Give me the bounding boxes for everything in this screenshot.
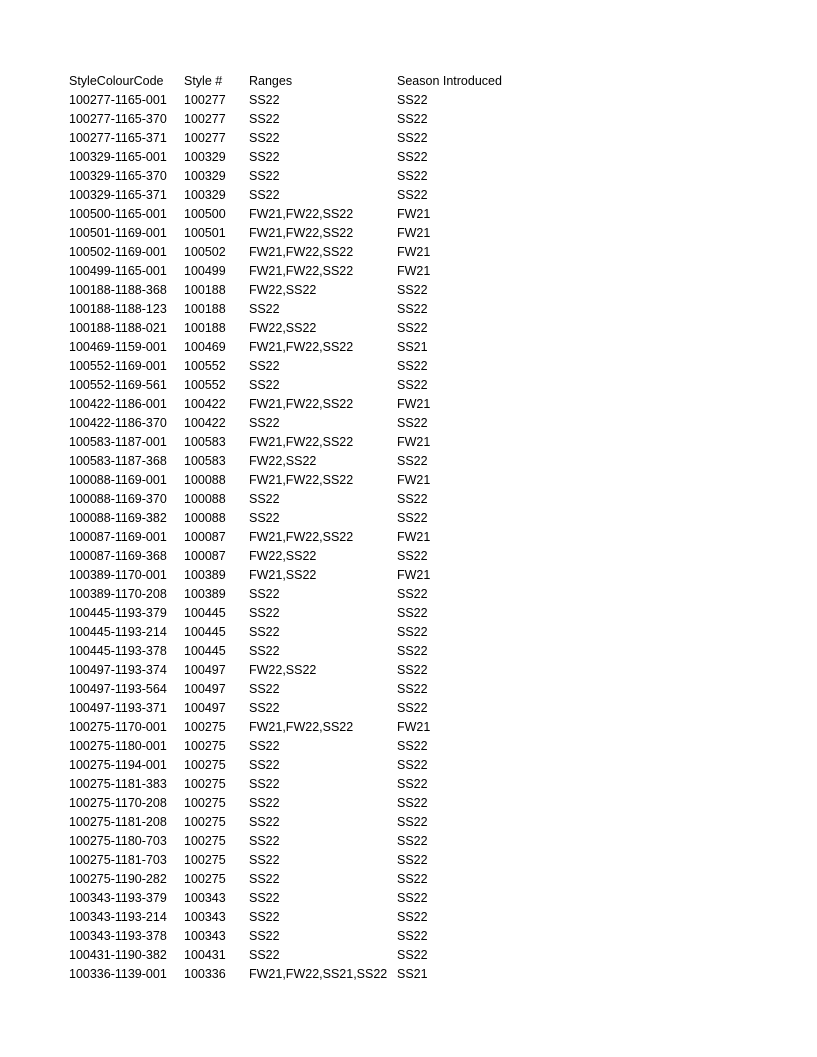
cell-season-introduced: FW21 xyxy=(397,568,431,582)
cell-season-introduced: SS22 xyxy=(397,644,428,658)
cell-ranges: SS22 xyxy=(249,758,280,772)
cell-season-introduced: FW21 xyxy=(397,264,431,278)
cell-style-number: 100329 xyxy=(184,169,226,183)
cell-style-colour-code: 100422-1186-001 xyxy=(69,397,167,411)
cell-ranges: SS22 xyxy=(249,359,280,373)
cell-style-colour-code: 100389-1170-001 xyxy=(69,568,167,582)
cell-style-number: 100583 xyxy=(184,454,226,468)
cell-season-introduced: SS22 xyxy=(397,150,428,164)
cell-season-introduced: FW21 xyxy=(397,530,431,544)
table-row xyxy=(69,851,537,870)
cell-style-number: 100497 xyxy=(184,701,226,715)
cell-style-number: 100275 xyxy=(184,796,226,810)
table-row xyxy=(69,490,537,509)
cell-ranges: SS22 xyxy=(249,948,280,962)
cell-season-introduced: SS22 xyxy=(397,378,428,392)
cell-style-colour-code: 100552-1169-561 xyxy=(69,378,167,392)
cell-style-colour-code: 100501-1169-001 xyxy=(69,226,167,240)
cell-style-number: 100499 xyxy=(184,264,226,278)
table-row xyxy=(69,148,537,167)
cell-style-colour-code: 100275-1170-001 xyxy=(69,720,167,734)
table-row xyxy=(69,91,537,110)
cell-style-colour-code: 100188-1188-368 xyxy=(69,283,167,297)
cell-season-introduced: SS22 xyxy=(397,929,428,943)
table-body xyxy=(69,91,537,984)
cell-ranges: SS22 xyxy=(249,891,280,905)
cell-season-introduced: SS22 xyxy=(397,359,428,373)
cell-style-colour-code: 100445-1193-378 xyxy=(69,644,167,658)
table-row xyxy=(69,528,537,547)
cell-season-introduced: SS22 xyxy=(397,606,428,620)
cell-ranges: SS22 xyxy=(249,815,280,829)
cell-style-number: 100188 xyxy=(184,283,226,297)
cell-style-colour-code: 100336-1139-001 xyxy=(69,967,167,981)
header-season-introduced: Season Introduced xyxy=(397,74,502,88)
table-row xyxy=(69,699,537,718)
cell-style-colour-code: 100329-1165-001 xyxy=(69,150,167,164)
cell-style-colour-code: 100088-1169-370 xyxy=(69,492,167,506)
cell-ranges: SS22 xyxy=(249,302,280,316)
cell-style-number: 100277 xyxy=(184,112,226,126)
table-row xyxy=(69,281,537,300)
cell-season-introduced: SS22 xyxy=(397,625,428,639)
cell-style-number: 100343 xyxy=(184,910,226,924)
table-row xyxy=(69,376,537,395)
cell-style-colour-code: 100277-1165-371 xyxy=(69,131,167,145)
cell-style-number: 100275 xyxy=(184,758,226,772)
cell-style-colour-code: 100500-1165-001 xyxy=(69,207,167,221)
cell-style-number: 100275 xyxy=(184,834,226,848)
cell-ranges: FW21,FW22,SS22 xyxy=(249,340,354,354)
cell-ranges: FW22,SS22 xyxy=(249,549,317,563)
table-row xyxy=(69,775,537,794)
cell-ranges: SS22 xyxy=(249,188,280,202)
cell-ranges: FW21,FW22,SS21,SS22 xyxy=(249,967,388,981)
cell-ranges: SS22 xyxy=(249,378,280,392)
cell-season-introduced: SS21 xyxy=(397,967,428,981)
header-style-colour-code: StyleColourCode xyxy=(69,74,164,88)
cell-season-introduced: SS22 xyxy=(397,739,428,753)
table-row xyxy=(69,262,537,281)
table-row xyxy=(69,661,537,680)
cell-style-number: 100277 xyxy=(184,131,226,145)
table-row xyxy=(69,167,537,186)
cell-ranges: SS22 xyxy=(249,606,280,620)
header-style-number: Style # xyxy=(184,74,223,88)
cell-style-colour-code: 100275-1180-001 xyxy=(69,739,167,753)
table-row xyxy=(69,870,537,889)
cell-style-colour-code: 100275-1170-208 xyxy=(69,796,167,810)
table-row xyxy=(69,680,537,699)
cell-ranges: FW21,FW22,SS22 xyxy=(249,245,354,259)
table-row xyxy=(69,357,537,376)
cell-style-colour-code: 100088-1169-382 xyxy=(69,511,167,525)
cell-ranges: SS22 xyxy=(249,834,280,848)
cell-style-colour-code: 100188-1188-021 xyxy=(69,321,167,335)
cell-season-introduced: SS22 xyxy=(397,948,428,962)
table-row xyxy=(69,813,537,832)
cell-style-colour-code: 100087-1169-001 xyxy=(69,530,167,544)
cell-ranges: FW21,SS22 xyxy=(249,568,317,582)
table-row xyxy=(69,794,537,813)
cell-ranges: FW22,SS22 xyxy=(249,663,317,677)
cell-ranges: SS22 xyxy=(249,416,280,430)
cell-style-number: 100497 xyxy=(184,663,226,677)
cell-ranges: SS22 xyxy=(249,511,280,525)
cell-style-colour-code: 100277-1165-001 xyxy=(69,93,167,107)
cell-ranges: FW21,FW22,SS22 xyxy=(249,207,354,221)
cell-ranges: SS22 xyxy=(249,929,280,943)
cell-style-colour-code: 100275-1194-001 xyxy=(69,758,167,772)
cell-season-introduced: SS22 xyxy=(397,416,428,430)
cell-style-number: 100502 xyxy=(184,245,226,259)
cell-style-colour-code: 100497-1193-374 xyxy=(69,663,167,677)
cell-style-colour-code: 100445-1193-214 xyxy=(69,625,167,639)
cell-style-colour-code: 100469-1159-001 xyxy=(69,340,167,354)
cell-season-introduced: SS22 xyxy=(397,758,428,772)
cell-ranges: SS22 xyxy=(249,910,280,924)
table-row xyxy=(69,623,537,642)
cell-season-introduced: SS22 xyxy=(397,511,428,525)
cell-style-number: 100277 xyxy=(184,93,226,107)
cell-ranges: SS22 xyxy=(249,112,280,126)
cell-style-colour-code: 100583-1187-368 xyxy=(69,454,167,468)
cell-style-number: 100422 xyxy=(184,397,226,411)
table-row xyxy=(69,547,537,566)
cell-season-introduced: SS22 xyxy=(397,663,428,677)
cell-style-number: 100329 xyxy=(184,188,226,202)
cell-season-introduced: SS22 xyxy=(397,910,428,924)
cell-style-number: 100500 xyxy=(184,207,226,221)
cell-style-colour-code: 100343-1193-378 xyxy=(69,929,167,943)
table-row xyxy=(69,243,537,262)
cell-style-number: 100583 xyxy=(184,435,226,449)
cell-season-introduced: FW21 xyxy=(397,226,431,240)
cell-style-colour-code: 100275-1180-703 xyxy=(69,834,167,848)
cell-style-number: 100552 xyxy=(184,378,226,392)
cell-season-introduced: FW21 xyxy=(397,473,431,487)
table-row xyxy=(69,433,537,452)
cell-style-number: 100275 xyxy=(184,872,226,886)
cell-style-colour-code: 100343-1193-214 xyxy=(69,910,167,924)
cell-style-number: 100469 xyxy=(184,340,226,354)
cell-ranges: FW21,FW22,SS22 xyxy=(249,435,354,449)
cell-season-introduced: SS22 xyxy=(397,112,428,126)
cell-season-introduced: SS22 xyxy=(397,492,428,506)
cell-style-number: 100445 xyxy=(184,606,226,620)
table-row xyxy=(69,737,537,756)
cell-season-introduced: SS22 xyxy=(397,587,428,601)
cell-season-introduced: SS22 xyxy=(397,682,428,696)
cell-ranges: SS22 xyxy=(249,150,280,164)
cell-style-colour-code: 100497-1193-564 xyxy=(69,682,167,696)
cell-ranges: SS22 xyxy=(249,853,280,867)
cell-style-number: 100188 xyxy=(184,321,226,335)
table-row xyxy=(69,471,537,490)
cell-style-colour-code: 100552-1169-001 xyxy=(69,359,167,373)
cell-ranges: FW21,FW22,SS22 xyxy=(249,720,354,734)
cell-style-colour-code: 100389-1170-208 xyxy=(69,587,167,601)
cell-style-colour-code: 100188-1188-123 xyxy=(69,302,167,316)
cell-ranges: SS22 xyxy=(249,644,280,658)
table-row xyxy=(69,604,537,623)
cell-style-colour-code: 100497-1193-371 xyxy=(69,701,167,715)
cell-ranges: SS22 xyxy=(249,739,280,753)
cell-style-number: 100389 xyxy=(184,587,226,601)
table-row xyxy=(69,889,537,908)
cell-style-number: 100087 xyxy=(184,530,226,544)
cell-ranges: SS22 xyxy=(249,131,280,145)
cell-style-colour-code: 100088-1169-001 xyxy=(69,473,167,487)
cell-ranges: SS22 xyxy=(249,625,280,639)
cell-ranges: SS22 xyxy=(249,682,280,696)
cell-season-introduced: SS22 xyxy=(397,815,428,829)
cell-style-number: 100275 xyxy=(184,739,226,753)
cell-style-number: 100088 xyxy=(184,511,226,525)
cell-style-colour-code: 100275-1181-383 xyxy=(69,777,167,791)
header-ranges: Ranges xyxy=(249,74,293,88)
cell-style-number: 100275 xyxy=(184,777,226,791)
cell-style-colour-code: 100422-1186-370 xyxy=(69,416,167,430)
cell-style-colour-code: 100343-1193-379 xyxy=(69,891,167,905)
table-row xyxy=(69,186,537,205)
cell-ranges: SS22 xyxy=(249,796,280,810)
header-row xyxy=(69,72,537,91)
cell-style-number: 100389 xyxy=(184,568,226,582)
cell-season-introduced: FW21 xyxy=(397,245,431,259)
cell-season-introduced: SS22 xyxy=(397,454,428,468)
cell-season-introduced: SS22 xyxy=(397,283,428,297)
cell-style-colour-code: 100275-1181-208 xyxy=(69,815,167,829)
table-row xyxy=(69,642,537,661)
cell-season-introduced: SS22 xyxy=(397,131,428,145)
table-row xyxy=(69,908,537,927)
cell-ranges: SS22 xyxy=(249,93,280,107)
cell-style-colour-code: 100275-1181-703 xyxy=(69,853,167,867)
cell-ranges: FW21,FW22,SS22 xyxy=(249,530,354,544)
table-row xyxy=(69,452,537,471)
cell-ranges: SS22 xyxy=(249,492,280,506)
cell-style-colour-code: 100445-1193-379 xyxy=(69,606,167,620)
data-table xyxy=(69,72,537,984)
cell-style-number: 100087 xyxy=(184,549,226,563)
cell-style-colour-code: 100329-1165-370 xyxy=(69,169,167,183)
table-row xyxy=(69,338,537,357)
cell-season-introduced: SS22 xyxy=(397,796,428,810)
cell-style-number: 100275 xyxy=(184,853,226,867)
cell-season-introduced: SS22 xyxy=(397,777,428,791)
cell-ranges: SS22 xyxy=(249,701,280,715)
cell-style-number: 100088 xyxy=(184,473,226,487)
cell-ranges: FW22,SS22 xyxy=(249,454,317,468)
table-row xyxy=(69,129,537,148)
cell-season-introduced: SS22 xyxy=(397,321,428,335)
cell-ranges: SS22 xyxy=(249,587,280,601)
cell-season-introduced: SS21 xyxy=(397,340,428,354)
cell-ranges: SS22 xyxy=(249,169,280,183)
table-row xyxy=(69,300,537,319)
cell-style-number: 100329 xyxy=(184,150,226,164)
cell-style-number: 100501 xyxy=(184,226,226,240)
cell-style-number: 100552 xyxy=(184,359,226,373)
table-row xyxy=(69,414,537,433)
cell-season-introduced: SS22 xyxy=(397,853,428,867)
cell-season-introduced: SS22 xyxy=(397,834,428,848)
table-row xyxy=(69,566,537,585)
cell-season-introduced: SS22 xyxy=(397,169,428,183)
cell-season-introduced: SS22 xyxy=(397,891,428,905)
cell-style-colour-code: 100431-1190-382 xyxy=(69,948,167,962)
table-row xyxy=(69,965,537,984)
cell-style-number: 100497 xyxy=(184,682,226,696)
cell-ranges: FW22,SS22 xyxy=(249,321,317,335)
cell-style-colour-code: 100502-1169-001 xyxy=(69,245,167,259)
cell-ranges: SS22 xyxy=(249,777,280,791)
cell-style-number: 100088 xyxy=(184,492,226,506)
cell-season-introduced: SS22 xyxy=(397,872,428,886)
cell-style-number: 100431 xyxy=(184,948,226,962)
cell-style-colour-code: 100275-1190-282 xyxy=(69,872,167,886)
table-row xyxy=(69,110,537,129)
cell-style-number: 100422 xyxy=(184,416,226,430)
cell-season-introduced: SS22 xyxy=(397,302,428,316)
cell-style-number: 100343 xyxy=(184,891,226,905)
cell-season-introduced: FW21 xyxy=(397,207,431,221)
cell-style-number: 100188 xyxy=(184,302,226,316)
cell-style-number: 100275 xyxy=(184,720,226,734)
cell-style-colour-code: 100277-1165-370 xyxy=(69,112,167,126)
cell-season-introduced: SS22 xyxy=(397,549,428,563)
cell-style-number: 100343 xyxy=(184,929,226,943)
cell-season-introduced: FW21 xyxy=(397,397,431,411)
cell-ranges: FW21,FW22,SS22 xyxy=(249,473,354,487)
table-row xyxy=(69,756,537,775)
cell-style-number: 100275 xyxy=(184,815,226,829)
cell-season-introduced: FW21 xyxy=(397,720,431,734)
cell-style-number: 100445 xyxy=(184,625,226,639)
table-row xyxy=(69,319,537,338)
cell-style-colour-code: 100499-1165-001 xyxy=(69,264,167,278)
cell-style-colour-code: 100329-1165-371 xyxy=(69,188,167,202)
table-row xyxy=(69,946,537,965)
cell-season-introduced: SS22 xyxy=(397,701,428,715)
table-row xyxy=(69,205,537,224)
cell-ranges: FW21,FW22,SS22 xyxy=(249,397,354,411)
cell-ranges: FW22,SS22 xyxy=(249,283,317,297)
cell-ranges: FW21,FW22,SS22 xyxy=(249,264,354,278)
table-row xyxy=(69,395,537,414)
cell-ranges: SS22 xyxy=(249,872,280,886)
table-row xyxy=(69,927,537,946)
cell-style-number: 100336 xyxy=(184,967,226,981)
table-row xyxy=(69,224,537,243)
table-row xyxy=(69,585,537,604)
cell-style-colour-code: 100087-1169-368 xyxy=(69,549,167,563)
cell-style-number: 100445 xyxy=(184,644,226,658)
cell-style-colour-code: 100583-1187-001 xyxy=(69,435,167,449)
spreadsheet-page xyxy=(69,72,537,984)
table-row xyxy=(69,718,537,737)
cell-season-introduced: SS22 xyxy=(397,93,428,107)
cell-season-introduced: SS22 xyxy=(397,188,428,202)
table-row xyxy=(69,509,537,528)
cell-ranges: FW21,FW22,SS22 xyxy=(249,226,354,240)
table-row xyxy=(69,832,537,851)
cell-season-introduced: FW21 xyxy=(397,435,431,449)
